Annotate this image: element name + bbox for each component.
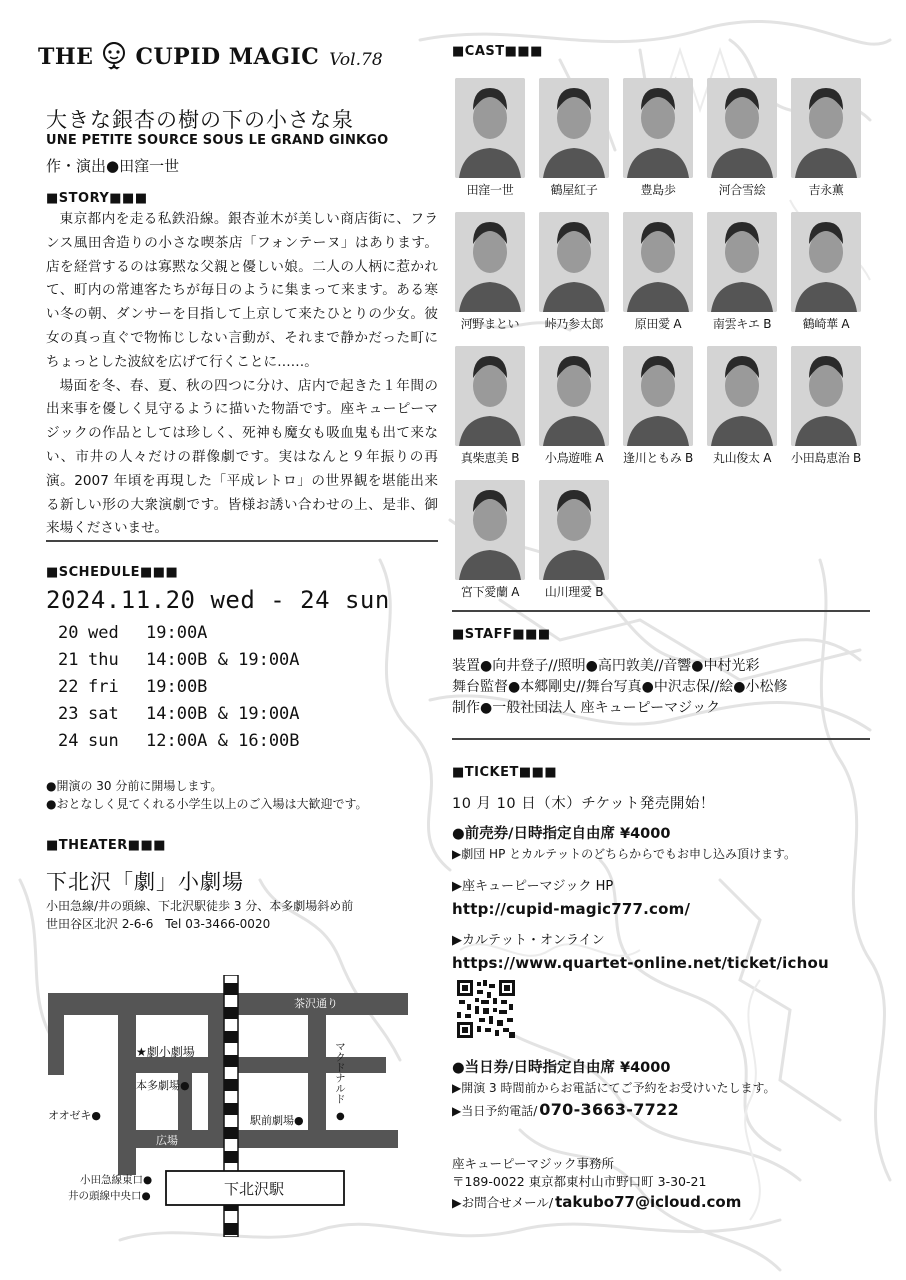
cast-member bbox=[536, 212, 612, 332]
cast-photo bbox=[707, 78, 777, 178]
logo-vol: Vol.78 bbox=[329, 50, 383, 70]
cast-name: 山川理愛 B bbox=[544, 585, 604, 599]
office-address: 〒189-0022 東京都東村山市野口町 3-30-21 bbox=[452, 1174, 707, 1189]
schedule-heading: ■SCHEDULE■■■ bbox=[46, 565, 179, 580]
map-label-ozeki: オオゼキ● bbox=[48, 1109, 101, 1122]
cast-photo bbox=[791, 78, 861, 178]
ticket-release: 10 月 10 日（木）チケット発売開始！ bbox=[452, 796, 715, 812]
theater-info bbox=[46, 897, 353, 933]
cast-member bbox=[704, 78, 780, 198]
cast-heading: ■CAST■■■ bbox=[452, 44, 543, 59]
door-ticket-desc: ▶開演 3 時間前からお電話にてご予約をお受けいたします。 bbox=[452, 1081, 776, 1095]
cast-member bbox=[620, 78, 696, 198]
cast-photo bbox=[455, 212, 525, 312]
cast-member bbox=[788, 78, 864, 198]
cast-name: 峠乃参太郎 bbox=[544, 317, 604, 331]
note-children: ●おとなしく見てくれる小学生以上のご入場は大歓迎です。 bbox=[46, 797, 368, 811]
office-mail-row bbox=[452, 1193, 741, 1212]
story-paragraph-1: 東京都内を走る私鉄沿線。銀杏並木が美しい商店街に、フランス風田舎造りの小さな喫茶店「フォンテーヌ」はあります。店を経営するのは寡黙な父親と優しい娘。二人の人柄に惹かれて、町内の常連客たちが毎日のように集まって来ます。ある寒い冬の朝、ダンサーを目指して上京して来たひとりの少女。彼女の真っ直ぐで物怖じしない言動が、それまで静かだった町にちょっとした波紋を広げて行くことに……。 bbox=[46, 211, 438, 370]
cast-name: 鶴屋紅子 bbox=[550, 183, 598, 197]
door-phone-number[interactable]: 070-3663-7722 bbox=[539, 1100, 679, 1119]
cast-photo bbox=[623, 212, 693, 312]
schedule-row: 22 fri 19:00B bbox=[58, 677, 208, 697]
cast-name: 逢川ともみ B bbox=[623, 451, 693, 465]
cast-member bbox=[788, 346, 864, 466]
quartet-url-link[interactable]: https://www.quartet-online.net/ticket/ichou bbox=[452, 954, 829, 972]
cast-photo bbox=[455, 78, 525, 178]
cast-name: 真柴恵美 B bbox=[460, 451, 520, 465]
office-mail-link[interactable]: takubo77@icloud.com bbox=[555, 1193, 742, 1211]
cast-photo bbox=[707, 212, 777, 312]
cast-name: 原田愛 A bbox=[634, 317, 682, 331]
staff-line-2: 舞台監督●本郷剛史//舞台写真●中沢志保//絵●小松修 bbox=[452, 679, 788, 695]
door-phone-row bbox=[452, 1101, 776, 1120]
map-label-odakyu-exit: 小田急線東口● bbox=[80, 1174, 153, 1186]
access-map bbox=[38, 975, 418, 1237]
map-label-hiroba: 広場 bbox=[156, 1134, 178, 1147]
cast-photo bbox=[455, 346, 525, 446]
advance-ticket-title: ●前売券/日時指定自由席 ¥4000 bbox=[452, 826, 671, 842]
schedule-row: 24 sun 12:00A & 16:00B bbox=[58, 731, 300, 751]
door-ticket bbox=[452, 1060, 776, 1120]
cast-member bbox=[620, 346, 696, 466]
theater-address: 世田谷区北沢 2-6-6 Tel 03-3466-0020 bbox=[46, 917, 271, 931]
hp-link-block bbox=[452, 878, 690, 918]
cast-member bbox=[536, 480, 612, 600]
schedule-notes bbox=[46, 777, 368, 813]
cast-name: 吉永薫 bbox=[808, 183, 844, 197]
staff-list bbox=[452, 656, 788, 719]
cast-member bbox=[536, 346, 612, 466]
cast-name: 小田島恵治 B bbox=[791, 451, 861, 465]
map-label-mcdonalds: マクドナルド bbox=[334, 1041, 346, 1104]
theater-heading: ■THEATER■■■ bbox=[46, 838, 167, 853]
map-label-station: 下北沢駅 bbox=[224, 1180, 285, 1198]
title-french: UNE PETITE SOURCE SOUS LE GRAND GINKGO bbox=[46, 133, 389, 148]
cast-name: 丸山俊太 A bbox=[712, 451, 772, 465]
cast-photo bbox=[539, 346, 609, 446]
cast-member bbox=[452, 212, 528, 332]
cast-photo bbox=[791, 346, 861, 446]
map-label-chazawa: 茶沢通り bbox=[294, 997, 338, 1010]
office-mail-label: ▶お問合せメール/ bbox=[452, 1195, 554, 1210]
hp-label: ▶座キューピーマジック HP bbox=[452, 879, 614, 894]
cast-name: 河合雪絵 bbox=[718, 183, 766, 197]
cast-member bbox=[620, 212, 696, 332]
office-name: 座キューピーマジック事務所 bbox=[452, 1156, 615, 1171]
staff-line-1: 装置●向井登子//照明●高円敦美//音響●中村光彩 bbox=[452, 658, 760, 674]
note-opening: ●開演の 30 分前に開場します。 bbox=[46, 779, 223, 793]
ticket-heading: ■TICKET■■■ bbox=[452, 765, 558, 780]
cast-member bbox=[452, 346, 528, 466]
divider bbox=[452, 610, 870, 612]
cast-photo bbox=[539, 212, 609, 312]
cast-name: 河野まとい bbox=[460, 317, 520, 331]
schedule-row: 20 wed 19:00A bbox=[58, 623, 208, 643]
map-label-geki: ★劇小劇場 bbox=[136, 1045, 195, 1059]
map-label-ekimae: 駅前劇場● bbox=[250, 1114, 304, 1127]
cast-name: 田窪一世 bbox=[466, 183, 514, 197]
hp-url-link[interactable]: http://cupid-magic777.com/ bbox=[452, 900, 691, 918]
cast-name: 南雲キエ B bbox=[712, 317, 772, 331]
cast-photo bbox=[707, 346, 777, 446]
cast-photo bbox=[623, 78, 693, 178]
cast-photo bbox=[623, 346, 693, 446]
story-heading: ■STORY■■■ bbox=[46, 191, 148, 206]
quartet-label: ▶カルテット・オンライン bbox=[452, 933, 605, 948]
qr-code-icon[interactable] bbox=[457, 980, 515, 1038]
cast-photo bbox=[791, 212, 861, 312]
divider bbox=[46, 540, 438, 542]
advance-ticket bbox=[452, 826, 796, 863]
schedule-row: 21 thu 14:00B & 19:00A bbox=[58, 650, 300, 670]
door-ticket-title: ●当日券/日時指定自由席 ¥4000 bbox=[452, 1060, 671, 1076]
logo-name: CUPID MAGIC bbox=[135, 44, 320, 70]
quartet-link-block bbox=[452, 932, 829, 972]
divider bbox=[452, 738, 870, 740]
theater-access: 小田急線/井の頭線、下北沢駅徒歩 3 分、本多劇場斜め前 bbox=[46, 899, 354, 913]
advance-ticket-desc: ▶劇団 HP とカルテットのどちらからでもお申し込み頂けます。 bbox=[452, 847, 797, 861]
cast-member bbox=[452, 480, 528, 600]
door-phone-label: ▶当日予約電話/ bbox=[452, 1104, 538, 1118]
cast-member bbox=[536, 78, 612, 198]
cast-name: 小鳥遊唯 A bbox=[544, 451, 604, 465]
cast-member bbox=[788, 212, 864, 332]
staff-line-3: 制作●一般社団法人 座キューピーマジック bbox=[452, 700, 721, 716]
story-text bbox=[46, 208, 438, 541]
schedule-list bbox=[58, 620, 300, 755]
schedule-row: 23 sat 14:00B & 19:00A bbox=[58, 704, 300, 724]
map-label-honda: 本多劇場● bbox=[136, 1079, 190, 1092]
cupid-icon bbox=[99, 40, 129, 70]
cast-member bbox=[704, 346, 780, 466]
cast-name: 宮下愛蘭 A bbox=[460, 585, 520, 599]
office-info bbox=[452, 1155, 741, 1212]
cast-member bbox=[704, 212, 780, 332]
map-dot-mcdonalds: ● bbox=[336, 1111, 345, 1122]
story-paragraph-2: 場面を冬、春、夏、秋の四つに分け、店内で起きた１年間の出来事を優しく見守るように描いた物語です。座キューピーマジックの作品としては珍しく、死神も魔女も吸血鬼も出て来ない、市井の人々だけの群像劇です。実はなんと９年振りの再演。2007 年頃を再現した「平成レトロ」の世界観を堪能出来る新しい形の大衆演劇です。皆様お誘い合わせの上、是非、御来場くださいませ。 bbox=[46, 377, 438, 537]
cast-name: 豊島歩 bbox=[640, 183, 676, 197]
cast-name: 鶴崎華 A bbox=[802, 317, 850, 331]
logo bbox=[38, 40, 383, 70]
map-label-inokashira-exit: 井の頭線中央口● bbox=[68, 1190, 151, 1202]
title-japanese: 大きな銀杏の樹の下の小さな泉 bbox=[46, 108, 354, 132]
director-credit: 作・演出●田窪一世 bbox=[46, 157, 180, 175]
cast-photo bbox=[539, 480, 609, 580]
logo-prefix: THE bbox=[38, 44, 94, 70]
staff-heading: ■STAFF■■■ bbox=[452, 627, 551, 642]
cast-member bbox=[452, 78, 528, 198]
schedule-date-range: 2024.11.20 wed - 24 sun bbox=[46, 586, 390, 614]
cast-photo bbox=[455, 480, 525, 580]
theater-name: 下北沢「劇」小劇場 bbox=[46, 870, 244, 894]
cast-photo bbox=[539, 78, 609, 178]
